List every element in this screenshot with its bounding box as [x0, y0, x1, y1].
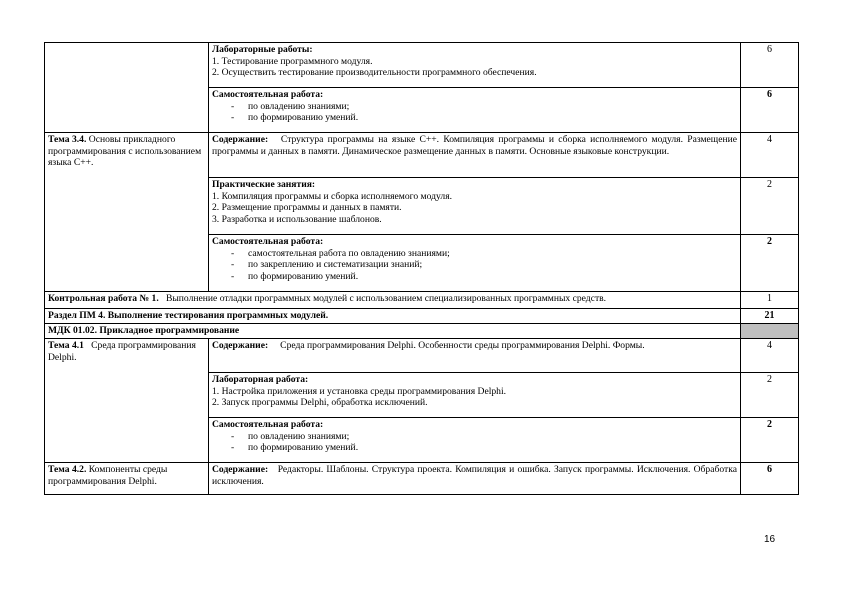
topic-title: Компоненты среды программирования Delphi.: [48, 464, 168, 487]
shaded-hours-cell: [741, 324, 799, 339]
list-item-text: самостоятельная работа по овладению знаниями;: [248, 247, 450, 259]
table-row: [45, 292, 799, 309]
list-item: [212, 248, 737, 260]
content-cell: [209, 373, 741, 418]
mdk-cell: МДК 01.02. Прикладное программирование: [45, 324, 741, 339]
hours-cell: 2: [741, 373, 799, 418]
section-heading: Самостоятельная работа:: [212, 419, 324, 430]
topic-number: Тема 4.1: [48, 340, 84, 351]
control-work-label: Контрольная работа № 1.: [48, 293, 159, 304]
list-item: 2. Запуск программы Delphi, обработка исключений.: [212, 397, 428, 409]
hours-cell: 2: [741, 178, 799, 235]
topic-title: Среда программирования Delphi.: [48, 340, 196, 363]
section-cell: Раздел ПМ 4. Выполнение тестирования программных модулей.: [45, 309, 741, 324]
list-item: 3. Разработка и использование шаблонов.: [212, 213, 382, 225]
content-paragraph: [212, 340, 737, 352]
content-cell: [209, 418, 741, 463]
list-item: 1. Настройка приложения и установка среды программирования Delphi.: [212, 385, 507, 397]
dash-marker: -: [231, 430, 235, 442]
content-label: Содержание:: [212, 340, 269, 351]
table-row: [45, 463, 799, 495]
topic-cell: [45, 133, 209, 292]
table-row: [45, 43, 799, 88]
hours-cell: 1: [741, 292, 799, 309]
list-item: 2. Осуществить тестирование производительности программного обеспечения.: [212, 67, 537, 79]
content-label: Содержание:: [212, 464, 269, 475]
content-text: Редакторы. Шаблоны. Структура проекта. Компиляция и ошибка. Запуск программы. Исключения. Обработка исключения.: [212, 464, 737, 487]
content-paragraph: [212, 464, 737, 487]
topic-cell-empty: [45, 43, 209, 133]
table-row: [45, 133, 799, 178]
content-label: Содержание:: [212, 134, 269, 145]
dash-marker: -: [231, 270, 235, 282]
control-work-cell: [45, 292, 741, 309]
section-heading: Лабораторные работы:: [212, 44, 313, 55]
list-item: 1. Компиляция программы и сборка исполняемого модуля.: [212, 190, 453, 202]
list-item: [212, 101, 737, 113]
list-item-text: по овладению знаниями;: [248, 430, 350, 442]
section-heading: Лабораторная работа:: [212, 374, 309, 385]
hours-cell: 6: [741, 43, 799, 88]
dash-marker: -: [231, 112, 235, 124]
hours-cell: 2: [741, 235, 799, 292]
control-work-text: Выполнение отладки программных модулей с использованием специализированных программных средств.: [165, 293, 607, 304]
content-cell: [209, 339, 741, 373]
content-cell: [209, 235, 741, 292]
table-row: [45, 309, 799, 324]
list-item: 2. Размещение программы и данных в памяти.: [212, 202, 402, 214]
content-text: Структура программы на языке С++. Компиляция программы и сборка исполняемого модуля. Размещение программы и данных в памяти. Динамическое размещение данных в памяти. Основные языковые конструкции.: [212, 134, 737, 157]
content-cell: [209, 178, 741, 235]
list-item-text: по закреплению и систематизации знаний;: [248, 259, 423, 271]
table-row: [45, 339, 799, 373]
list-item: [212, 271, 737, 283]
list-item: 1. Тестирование программного модуля.: [212, 55, 373, 67]
list-item: [212, 431, 737, 443]
table-row: [45, 324, 799, 339]
topic-cell: [45, 463, 209, 495]
list-item: [212, 112, 737, 124]
content-cell: [209, 43, 741, 88]
dash-marker: -: [231, 259, 235, 271]
section-heading: Практические занятия:: [212, 179, 316, 190]
hours-cell: 4: [741, 339, 799, 373]
hours-cell: 6: [741, 88, 799, 133]
curriculum-table: [44, 42, 799, 495]
page-number: 16: [764, 534, 776, 545]
topic-cell: [45, 339, 209, 463]
list-item-text: по формированию умений.: [248, 442, 359, 454]
content-text: Среда программирования Delphi. Особенности среды программирования Delphi. Формы.: [280, 340, 645, 351]
section-heading: Самостоятельная работа:: [212, 89, 324, 100]
dash-marker: -: [231, 247, 235, 259]
dash-marker: -: [231, 100, 235, 112]
section-heading: Самостоятельная работа:: [212, 236, 324, 247]
topic-title: Основы прикладного программирования с использованием языка С++.: [48, 134, 202, 169]
content-cell: [209, 88, 741, 133]
hours-cell: 21: [741, 309, 799, 324]
topic-number: Тема 3.4.: [48, 134, 87, 145]
list-item: [212, 259, 737, 271]
list-item-text: по формированию умений.: [248, 112, 359, 124]
list-item-text: по овладению знаниями;: [248, 100, 350, 112]
hours-cell: 6: [741, 463, 799, 495]
hours-cell: 2: [741, 418, 799, 463]
list-item-text: по формированию умений.: [248, 270, 359, 282]
content-paragraph: [212, 134, 737, 157]
hours-cell: 4: [741, 133, 799, 178]
dash-marker: -: [231, 442, 235, 454]
topic-number: Тема 4.2.: [48, 464, 87, 475]
content-cell: [209, 133, 741, 178]
list-item: [212, 442, 737, 454]
content-cell: [209, 463, 741, 495]
